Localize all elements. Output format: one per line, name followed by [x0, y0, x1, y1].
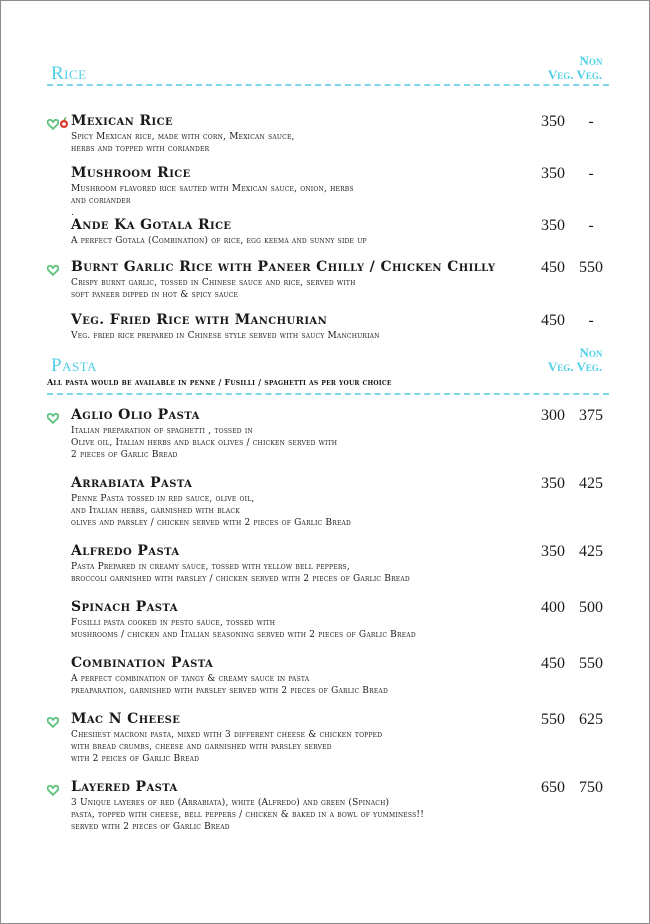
description-line: .: [71, 208, 75, 218]
price-veg: 650: [541, 779, 565, 796]
item-name: Combination Pasta: [71, 655, 214, 671]
description-line: herbs and topped with coriander: [71, 144, 210, 154]
price-veg: 350: [541, 165, 565, 182]
description-line: Fusilli pasta cooked in pesto sauce, tossed with: [71, 618, 276, 628]
description-line: with bread crumbs, cheese and garnished with parsley served: [71, 742, 332, 752]
col-head-veg-veg: Veg. Veg.: [547, 67, 603, 82]
price-nonveg: -: [588, 312, 594, 329]
section-divider: [47, 84, 609, 86]
price-nonveg: 375: [579, 407, 603, 424]
col-head-non: Non: [579, 345, 603, 360]
description-line: 2 pieces of Garlic Bread: [71, 450, 178, 460]
description-line: pasta, topped with cheese, bell peppers / chicken & baked in a bowl of yumminess!!: [71, 810, 425, 820]
price-nonveg: 500: [579, 599, 603, 616]
item-description: [71, 797, 541, 833]
description-line: mushrooms / chicken and Italian seasoning served with 2 pieces of Garlic Bread: [71, 630, 416, 640]
description-line: A perfect Gotala (Combination) of rice, egg keema and sunny side up: [71, 236, 367, 246]
description-line: and Italian herbs, garnished with black: [71, 506, 240, 516]
item-name: Arrabiata Pasta: [71, 475, 193, 491]
chili-icon: [59, 114, 69, 126]
price-veg: 450: [541, 655, 565, 672]
price-veg: 350: [541, 217, 565, 234]
item-name: Veg. Fried Rice with Manchurian: [71, 312, 328, 328]
description-line: Olive oil, Italian herbs and black olives / chicken served with: [71, 438, 338, 448]
item-description: [71, 673, 541, 697]
item-description: [71, 729, 541, 765]
item-name: Mexican Rice: [71, 113, 173, 129]
item-description: [71, 561, 541, 585]
section-title-pasta: Pasta: [51, 355, 97, 376]
item-name: Layered Pasta: [71, 779, 178, 795]
section-divider: [47, 393, 609, 395]
heart-icon: [47, 261, 59, 273]
price-nonveg: -: [588, 217, 594, 234]
price-nonveg: 425: [579, 475, 603, 492]
price-nonveg: 750: [579, 779, 603, 796]
description-line: Pasta Prepared in creamy sauce, tossed with yellow bell peppers,: [71, 562, 350, 572]
description-line: Mushroom flavored rice sauted with Mexican sauce, onion, herbs: [71, 184, 354, 194]
price-veg: 450: [541, 312, 565, 329]
price-veg: 300: [541, 407, 565, 424]
item-description: [71, 330, 541, 342]
item-description: [71, 183, 541, 219]
description-line: broccoli garnished with parsley / chicken served with 2 pieces of Garlic Bread: [71, 574, 410, 584]
price-nonveg: 550: [579, 259, 603, 276]
price-nonveg: 550: [579, 655, 603, 672]
price-nonveg: -: [588, 165, 594, 182]
description-line: with 2 peices of Garlic Bread: [71, 754, 200, 764]
description-line: preaparation, garnished with parsley served with 2 pieces of Garlic Bread: [71, 686, 388, 696]
price-nonveg: -: [588, 113, 594, 130]
description-line: Penne Pasta tossed in red sauce, olive oil,: [71, 494, 255, 504]
heart-icon: [47, 713, 59, 725]
heart-icon: [47, 781, 59, 793]
price-veg: 350: [541, 543, 565, 560]
description-line: soft paneer dipped in hot & spicy sauce: [71, 290, 239, 300]
description-line: A perfect combination of tangy & creamy sauce in pasta: [71, 674, 310, 684]
description-line: and coriander: [71, 196, 131, 206]
heart-icon: [47, 409, 59, 421]
description-line: Crispy burnt garlic, tossed in Chinese sauce and rice, served with: [71, 278, 356, 288]
price-nonveg: 625: [579, 711, 603, 728]
col-head-veg-veg: Veg. Veg.: [547, 359, 603, 374]
item-name: Ande Ka Gotala Rice: [71, 217, 232, 233]
item-name: Spinach Pasta: [71, 599, 178, 615]
item-name: Alfredo Pasta: [71, 543, 180, 559]
item-description: [71, 493, 541, 529]
description-line: served with 2 pieces of Garlic Bread: [71, 822, 230, 832]
item-description: [71, 617, 541, 641]
description-line: Italian preparation of spaghetti , tossed in: [71, 426, 253, 436]
item-name: Mushroom Rice: [71, 165, 191, 181]
price-veg: 550: [541, 711, 565, 728]
price-veg: 400: [541, 599, 565, 616]
description-line: 3 Unique layeres of red (Arrabiata), white (Alfredo) and green (Spinach): [71, 798, 390, 808]
item-description: [71, 277, 541, 301]
item-description: [71, 425, 541, 461]
item-name: Burnt Garlic Rice with Paneer Chilly / Chicken Chilly: [71, 259, 496, 275]
description-line: Spicy Mexican rice, made with corn, Mexican sauce,: [71, 132, 295, 142]
description-line: olives and parsley / chicken served with 2 pieces of Garlic Bread: [71, 518, 352, 528]
col-head-non: Non: [579, 53, 603, 68]
heart-icon: [47, 115, 59, 127]
description-line: Veg. fried rice prepared in Chinese style served with saucy Manchurian: [71, 331, 380, 341]
item-name: Mac N Cheese: [71, 711, 181, 727]
price-veg: 450: [541, 259, 565, 276]
price-veg: 350: [541, 475, 565, 492]
price-nonveg: 425: [579, 543, 603, 560]
item-name: Aglio Olio Pasta: [71, 407, 200, 423]
price-veg: 350: [541, 113, 565, 130]
pasta-note: All pasta would be available in penne / Fusilli / spaghetti as per your choice: [47, 377, 392, 387]
description-line: Chesiiest macroni pasta, mixed with 3 different cheese & chicken topped: [71, 730, 383, 740]
section-title-rice: Rice: [51, 63, 87, 84]
item-description: [71, 235, 541, 247]
item-description: [71, 131, 541, 155]
